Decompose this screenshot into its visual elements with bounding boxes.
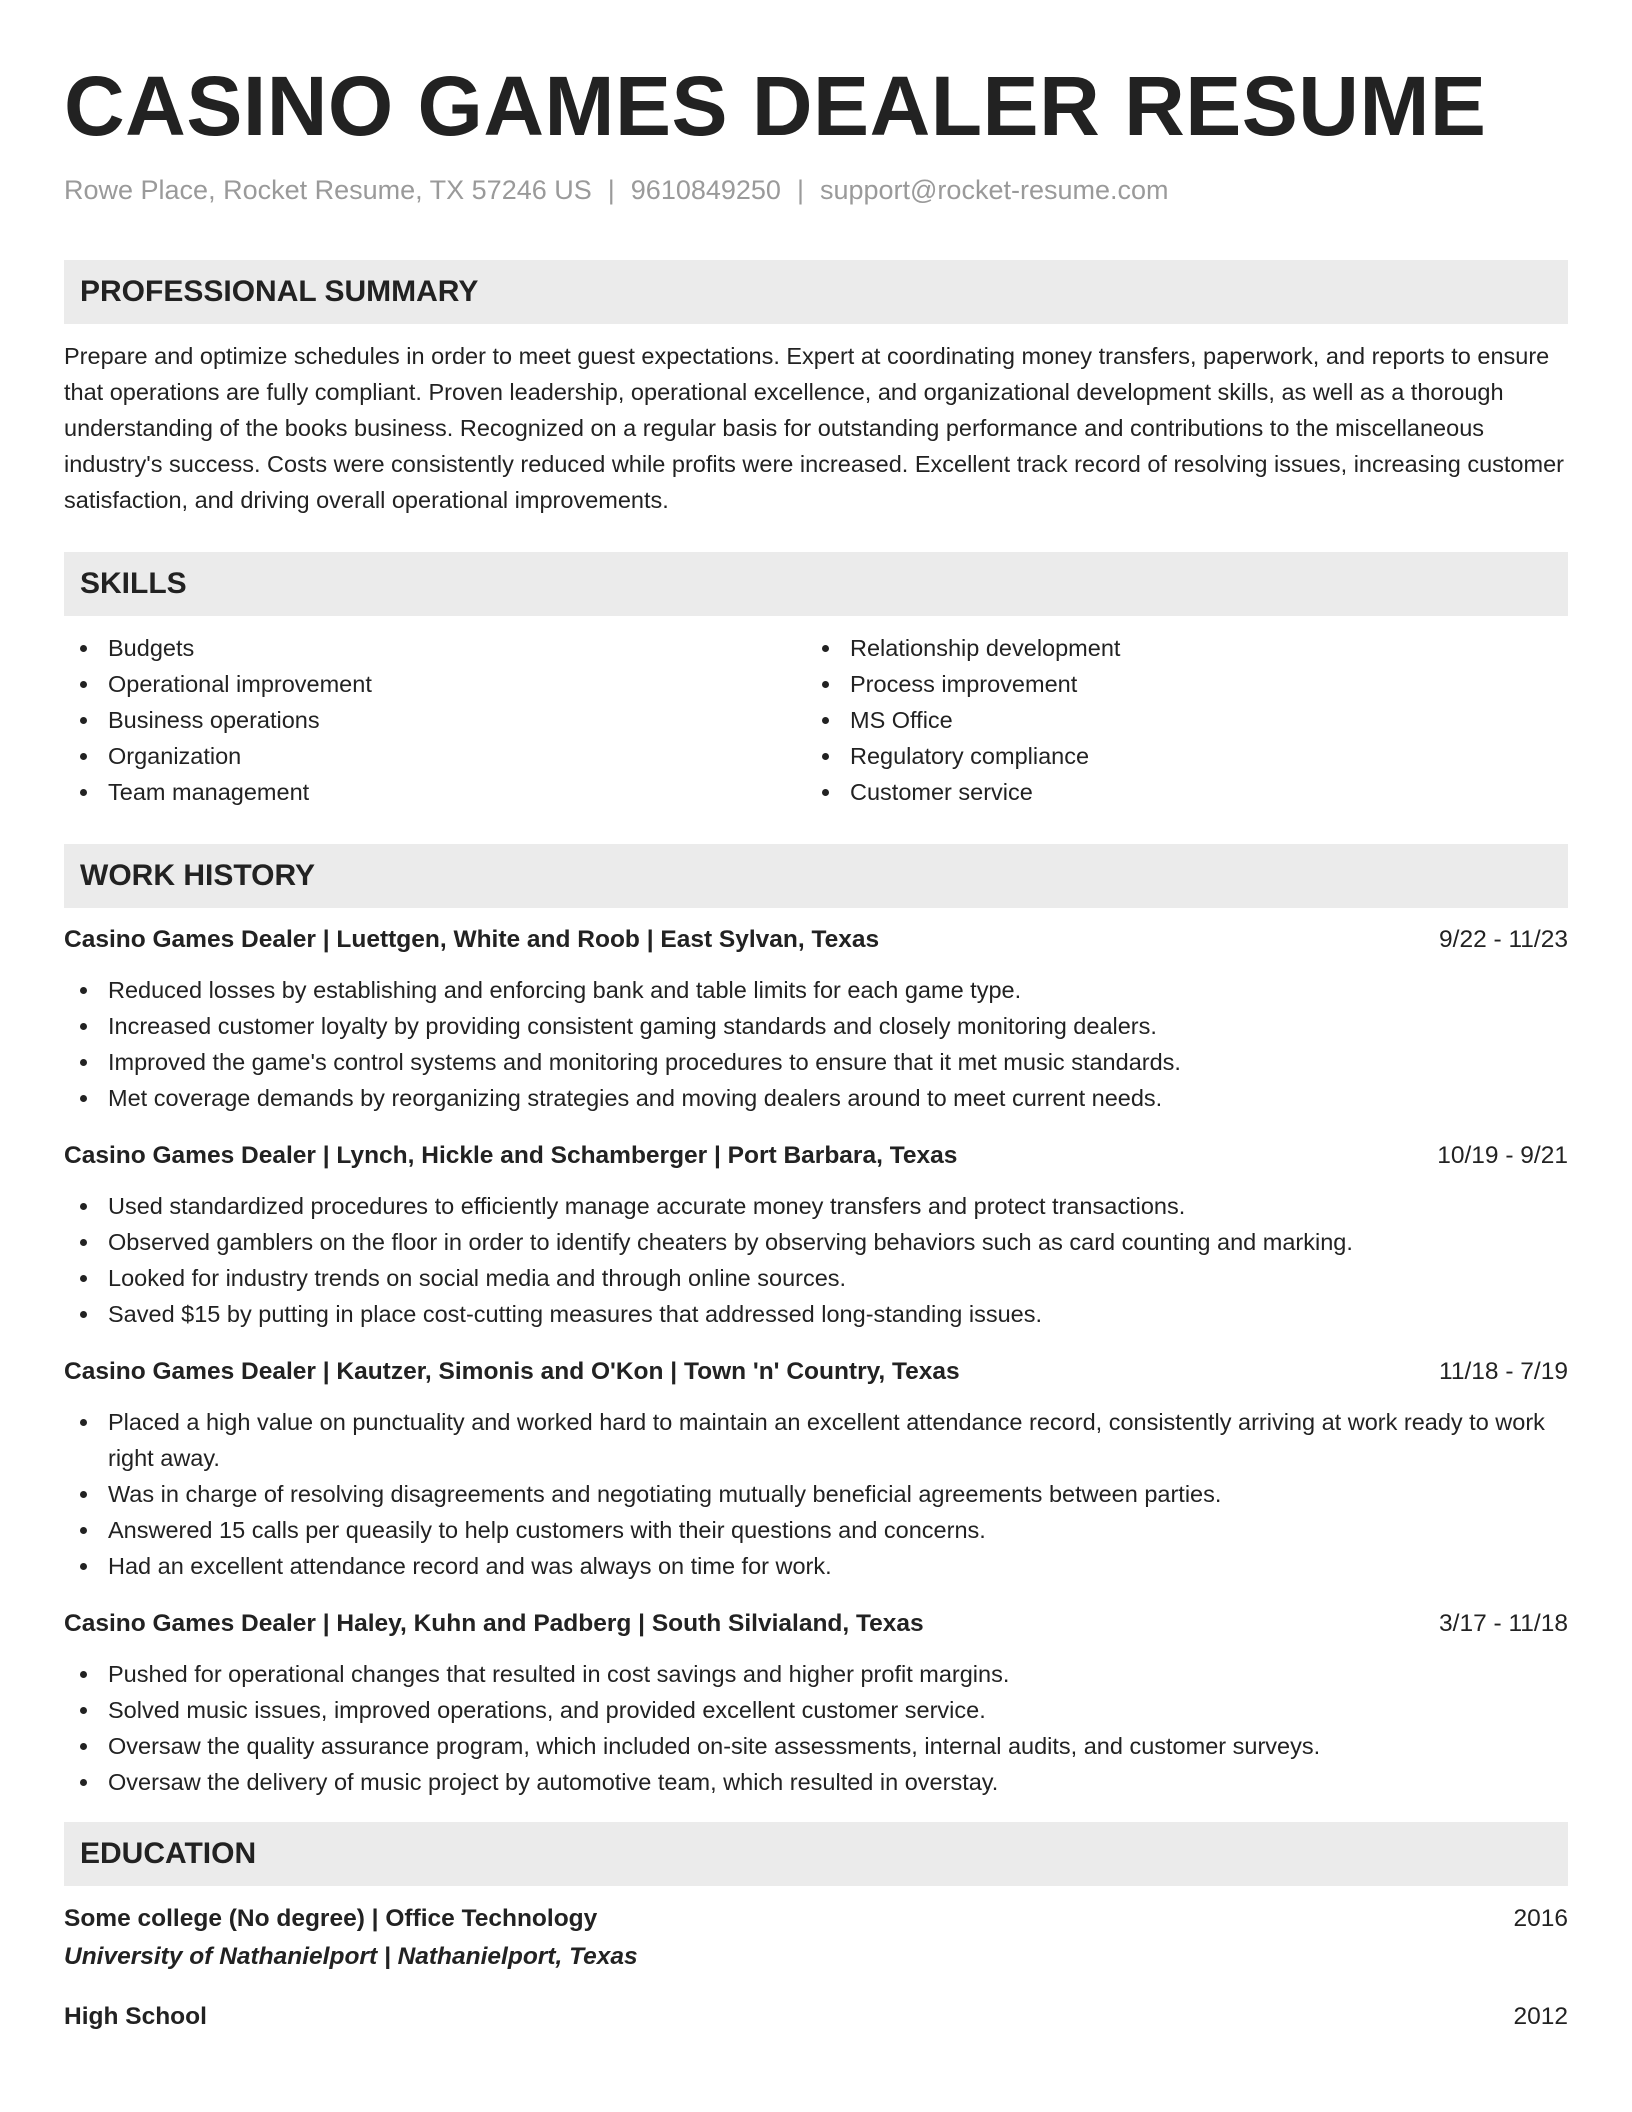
job-bullet: Observed gamblers on the floor in order to identify cheaters by observing behaviors such as card counting and marking. [64,1224,1568,1260]
job-bullet: Was in charge of resolving disagreements and negotiating mutually beneficial agreements between parties. [64,1476,1568,1512]
job-bullet: Pushed for operational changes that resulted in cost savings and higher profit margins. [64,1656,1568,1692]
job-bullet: Solved music issues, improved operations, and provided excellent customer service. [64,1692,1568,1728]
contact-line [64,172,1568,208]
job-bullet: Oversaw the quality assurance program, which included on-site assessments, internal audits, and customer surveys. [64,1728,1568,1764]
job-entry [64,1354,1568,1584]
education-year: 2016 [1513,1905,1568,1932]
job-dates: 9/22 - 11/23 [1439,926,1568,953]
education-year: 2012 [1513,2003,1568,2030]
skill-item: Regulatory compliance [806,738,1548,774]
job-header [64,922,1568,958]
skill-item: Team management [64,774,806,810]
job-entry [64,922,1568,1116]
skill-item: MS Office [806,702,1548,738]
job-entry [64,1606,1568,1800]
summary-text: Prepare and optimize schedules in order to meet guest expectations. Expert at coordinating money transfers, paperwork, and reports to ensure that operations are fully compliant. Proven leadership, operational excellence, and organizational development skills, as well as a thorough understanding of the books business. Recognized on a regular basis for outstanding performance and contributions to the miscellaneous industry's success. Costs were consistently reduced while profits were increased. Excellent track record of resolving issues, increasing customer satisfaction, and driving overall operational improvements. [64,343,1564,513]
job-bullet: Met coverage demands by reorganizing strategies and moving dealers around to meet current needs. [64,1080,1568,1116]
skill-item: Process improvement [806,666,1548,702]
job-header [64,1606,1568,1642]
skill-item: Business operations [64,702,806,738]
skills-column-right [806,630,1548,810]
section-header-skills: SKILLS [64,552,1568,616]
job-bullets [64,1188,1568,1332]
skill-item: Budgets [64,630,806,666]
job-entry [64,1138,1568,1332]
job-header [64,1138,1568,1174]
job-title: Casino Games Dealer | Lynch, Hickle and Schamberger | Port Barbara, Texas [64,1142,958,1169]
job-bullet: Saved $15 by putting in place cost-cutting measures that addressed long-standing issues. [64,1296,1568,1332]
job-bullet: Increased customer loyalty by providing consistent gaming standards and closely monitoring dealers. [64,1008,1568,1044]
job-title: Casino Games Dealer | Kautzer, Simonis and O'Kon | Town 'n' Country, Texas [64,1358,960,1385]
job-title: Casino Games Dealer | Haley, Kuhn and Padberg | South Silvialand, Texas [64,1610,924,1637]
skill-item: Operational improvement [64,666,806,702]
job-bullet: Had an excellent attendance record and was always on time for work. [64,1548,1568,1584]
job-bullets [64,1404,1568,1584]
skills-column-left [64,630,806,810]
job-title: Casino Games Dealer | Luettgen, White and Roob | East Sylvan, Texas [64,926,880,953]
education-degree: Some college (No degree) | Office Technology [64,1905,598,1932]
section-header-summary: PROFESSIONAL SUMMARY [64,260,1568,324]
contact-address: Rowe Place, Rocket Resume, TX 57246 US [64,175,592,205]
resume-page [64,0,1568,2058]
education-header [64,1998,1568,2036]
education-header [64,1900,1568,1938]
job-header [64,1354,1568,1390]
job-dates: 11/18 - 7/19 [1439,1358,1568,1385]
job-dates: 3/17 - 11/18 [1439,1610,1568,1637]
job-bullets [64,972,1568,1116]
skill-item: Organization [64,738,806,774]
skills-list [64,630,1568,810]
resume-title: CASINO GAMES DEALER RESUME [64,59,1487,153]
job-bullet: Answered 15 calls per queasily to help customers with their questions and concerns. [64,1512,1568,1548]
contact-phone: 9610849250 [630,175,781,205]
job-bullets [64,1656,1568,1800]
skill-item: Relationship development [806,630,1548,666]
section-header-education: EDUCATION [64,1822,1568,1886]
contact-email: support@rocket-resume.com [819,175,1169,205]
job-bullet: Oversaw the delivery of music project by automotive team, which resulted in overstay. [64,1764,1568,1800]
skill-item: Customer service [806,774,1548,810]
job-bullet: Looked for industry trends on social media and through online sources. [64,1260,1568,1296]
job-bullet: Used standardized procedures to efficiently manage accurate money transfers and protect transactions. [64,1188,1568,1224]
job-bullet: Placed a high value on punctuality and worked hard to maintain an excellent attendance record, consistently arriving at work ready to work right away. [64,1404,1568,1476]
job-dates: 10/19 - 9/21 [1437,1142,1568,1169]
education-entry [64,1998,1568,2036]
section-header-work-history: WORK HISTORY [64,844,1568,908]
education-entry [64,1900,1568,1976]
contact-separator: | [607,175,615,205]
job-bullet: Reduced losses by establishing and enforcing bank and table limits for each game type. [64,972,1568,1008]
contact-separator: | [796,175,804,205]
education-degree: High School [64,2003,207,2030]
job-bullet: Improved the game's control systems and monitoring procedures to ensure that it met music standards. [64,1044,1568,1080]
education-school: University of Nathanielport | Nathanielport, Texas [64,1943,638,1970]
